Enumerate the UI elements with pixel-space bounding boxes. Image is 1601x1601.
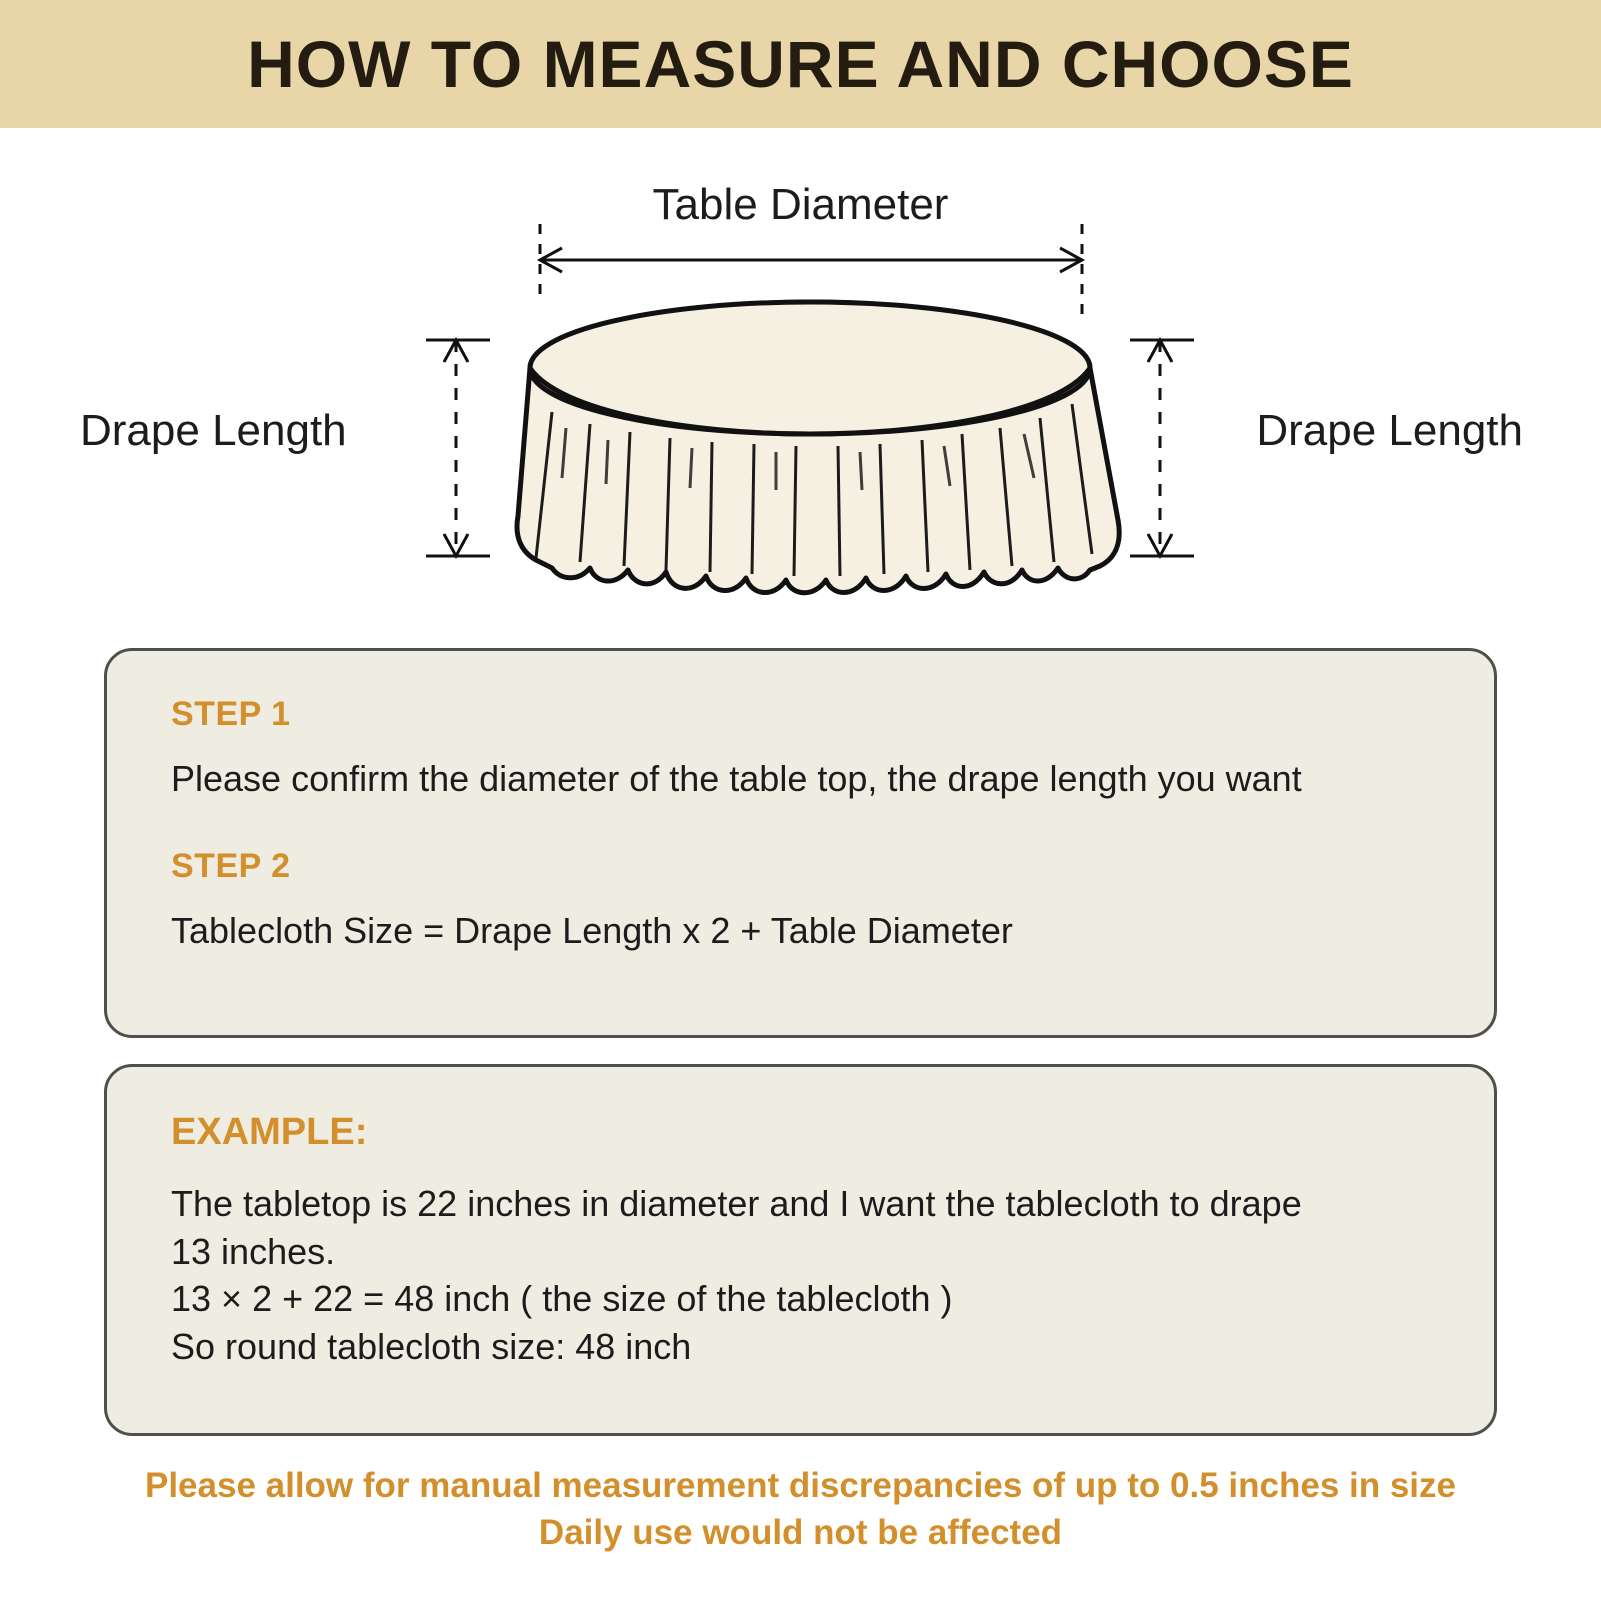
header-banner (0, 0, 1601, 128)
example-title: EXAMPLE: (171, 1111, 368, 1153)
tablecloth-illustration (0, 128, 1601, 648)
table-diameter-label: Table Diameter (652, 180, 949, 229)
draped-tablecloth-shape (517, 302, 1119, 593)
step1-text: Please confirm the diameter of the table top, the drape length you want (171, 758, 1302, 799)
drape-length-right-arrow (1130, 340, 1194, 556)
step2-text: Tablecloth Size = Drape Length x 2 + Table Diameter (171, 910, 1013, 951)
drape-length-left-label: Drape Length (80, 406, 347, 455)
info-cards (0, 648, 1601, 1436)
step2-title: STEP 2 (171, 847, 291, 885)
footer-line-1: Please allow for manual measurement discrepancies of up to 0.5 inches in size (144, 1466, 1456, 1505)
page-title: HOW TO MEASURE AND CHOOSE (247, 27, 1354, 101)
measurement-diagram (0, 128, 1601, 648)
example-line-2: 13 inches. (171, 1230, 336, 1272)
footer-line-2: Daily use would not be affected (538, 1513, 1063, 1553)
footer-note (0, 1462, 1601, 1557)
drape-length-right-label: Drape Length (1256, 406, 1523, 455)
example-card (104, 1064, 1497, 1436)
example-line-4: So round tablecloth size: 48 inch (171, 1325, 692, 1367)
drape-length-left-arrow (426, 340, 490, 556)
steps-card (104, 648, 1497, 1038)
step1-title: STEP 1 (171, 695, 291, 733)
example-line-1: The tabletop is 22 inches in diameter and I want the tablecloth to drape (171, 1183, 1302, 1224)
example-line-3: 13 × 2 + 22 = 48 inch ( the size of the tablecloth ) (171, 1278, 953, 1320)
